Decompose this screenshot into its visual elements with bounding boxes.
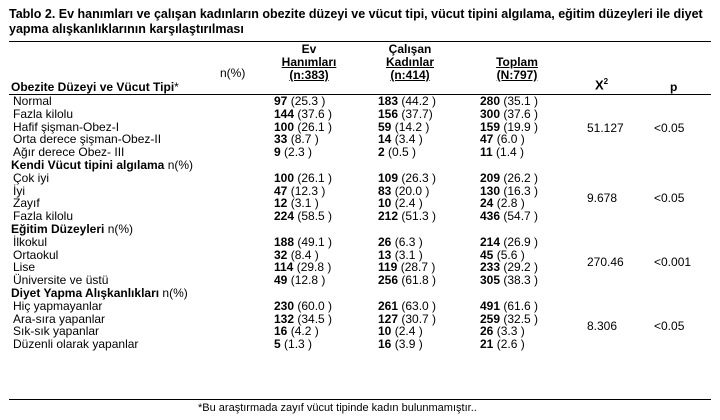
row-label: Hiç yapmayanlar bbox=[13, 298, 103, 313]
cell-percent: (3.4 ) bbox=[394, 132, 423, 147]
chi-square-header bbox=[595, 77, 608, 92]
cell-percent: (2.4 ) bbox=[394, 196, 423, 211]
table-caption: Tablo 2. Ev hanımları ve çalışan kadınların obezite düzeyi ve vücut tipi, vücut tipini algılama, eğitim düzeyleri ile diyet yapma alışkanlıklarının karşılaştırılması bbox=[9, 7, 703, 36]
stub-header-text: Obezite Düzeyi ve Vücut Tipi bbox=[11, 80, 175, 94]
cell-percent: (61.8 ) bbox=[401, 273, 437, 288]
cell-percent: (20.0 ) bbox=[394, 183, 430, 198]
chi-square-superscript: 2 bbox=[603, 77, 609, 86]
cell-count: 159 bbox=[480, 119, 501, 134]
table-row bbox=[0, 108, 720, 121]
cell-count: 26 bbox=[480, 324, 494, 339]
cell-percent: (16.3 ) bbox=[503, 183, 539, 198]
column-header-housewives-line1: Ev bbox=[301, 42, 317, 56]
cell-percent: (3.1 ) bbox=[394, 247, 423, 262]
section-title: Eğitim Düzeyleri bbox=[11, 221, 105, 236]
p-value-header: p bbox=[670, 80, 678, 94]
cell-count: 224 bbox=[274, 209, 295, 224]
cell-percent: (26.1 ) bbox=[297, 170, 333, 185]
cell-count: 14 bbox=[378, 132, 392, 147]
cell-percent: (29.2 ) bbox=[503, 260, 539, 275]
column-header-working-line2: Kadınlar bbox=[385, 55, 434, 69]
cell-count: 109 bbox=[378, 170, 399, 185]
row-label: Normal bbox=[13, 94, 52, 108]
cell-count: 209 bbox=[480, 170, 501, 185]
cell-count: 47 bbox=[274, 183, 288, 198]
cell-c1 bbox=[274, 146, 312, 159]
cell-count: 127 bbox=[378, 311, 399, 326]
table-row bbox=[0, 95, 720, 108]
cell-percent: (29.8 ) bbox=[296, 260, 332, 275]
cell-percent: (58.5 ) bbox=[297, 209, 333, 224]
cell-percent: (26.2 ) bbox=[503, 170, 539, 185]
cell-percent: (8.7 ) bbox=[290, 132, 319, 147]
cell-percent: (8.4 ) bbox=[290, 247, 319, 262]
cell-count: 233 bbox=[480, 260, 501, 275]
cell-percent: (54.7 ) bbox=[503, 209, 539, 224]
cell-percent: (1.3 ) bbox=[284, 337, 313, 352]
cell-percent: (37.7) bbox=[401, 106, 433, 121]
cell-count: 119 bbox=[378, 260, 398, 275]
table-row bbox=[0, 236, 720, 249]
cell-c3 bbox=[480, 274, 538, 287]
cell-percent: (12.3 ) bbox=[290, 183, 326, 198]
row-label: Orta derece şişman-Obez-II bbox=[13, 132, 162, 147]
table-row bbox=[0, 300, 720, 313]
cell-percent: (30.7 ) bbox=[401, 311, 437, 326]
cell-percent: (26.9 ) bbox=[503, 234, 539, 249]
chi-square-value: 8.306 bbox=[587, 319, 618, 333]
cell-count: 47 bbox=[480, 132, 494, 147]
cell-count: 100 bbox=[274, 170, 295, 185]
cell-count: 10 bbox=[378, 196, 392, 211]
row-label: İlkokul bbox=[13, 234, 48, 249]
cell-percent: (60.0 ) bbox=[297, 298, 333, 313]
cell-count: 144 bbox=[274, 106, 295, 121]
column-header-working-line1: Çalışan bbox=[388, 42, 432, 56]
cell-percent: (4.2 ) bbox=[290, 324, 319, 339]
cell-percent: (1.4 ) bbox=[496, 145, 525, 160]
cell-c2 bbox=[378, 210, 436, 223]
cell-c3 bbox=[480, 146, 524, 159]
cell-count: 32 bbox=[274, 247, 288, 262]
cell-count: 10 bbox=[378, 324, 392, 339]
cell-count: 230 bbox=[274, 298, 295, 313]
cell-percent: (2.6 ) bbox=[496, 337, 525, 352]
cell-count: 11 bbox=[480, 145, 493, 160]
cell-count: 26 bbox=[378, 234, 392, 249]
cell-percent: (19.9 ) bbox=[503, 119, 539, 134]
stub-header bbox=[11, 80, 179, 94]
cell-c1 bbox=[274, 210, 332, 223]
row-label: Fazla kilolu bbox=[13, 209, 74, 224]
row-label: Ara-sıra yapanlar bbox=[13, 311, 106, 326]
row-label: İyi bbox=[13, 183, 25, 198]
row-label: Düzenli olarak yapanlar bbox=[13, 337, 139, 352]
column-header-housewives bbox=[274, 43, 344, 82]
cell-percent: (26.1 ) bbox=[297, 119, 333, 134]
column-header-working-women bbox=[372, 43, 448, 82]
table-footnote: *Bu araştırmada zayıf vücut tipinde kadın bulunmamıştır.. bbox=[198, 402, 477, 414]
chi-square-value: 51.127 bbox=[587, 120, 624, 135]
chi-square-value: 9.678 bbox=[587, 191, 618, 205]
column-header-total bbox=[482, 56, 552, 82]
row-label: Çok iyi bbox=[13, 170, 50, 185]
cell-c3 bbox=[480, 338, 525, 351]
cell-count: 21 bbox=[480, 337, 494, 352]
cell-percent: (25.3 ) bbox=[290, 94, 326, 108]
row-label: Zayıf bbox=[13, 196, 40, 211]
cell-count: 114 bbox=[274, 260, 294, 275]
cell-count: 16 bbox=[274, 324, 288, 339]
row-label: Ağır derece Obez- III bbox=[13, 145, 125, 160]
cell-count: 2 bbox=[378, 145, 385, 160]
table-row bbox=[0, 338, 720, 351]
cell-count: 188 bbox=[274, 234, 295, 249]
cell-percent: (2.8 ) bbox=[496, 196, 525, 211]
p-value: <0.05 bbox=[654, 120, 685, 135]
cell-count: 9 bbox=[274, 145, 281, 160]
cell-percent: (61.6 ) bbox=[503, 298, 539, 313]
cell-percent: (35.1 ) bbox=[503, 94, 539, 108]
cell-c2 bbox=[378, 338, 423, 351]
column-header-housewives-line2: Hanımları bbox=[281, 55, 337, 69]
table-row bbox=[0, 172, 720, 185]
row-label: Üniversite ve üstü bbox=[13, 273, 109, 288]
cell-count: 12 bbox=[274, 196, 288, 211]
cell-percent: (6.0 ) bbox=[496, 132, 525, 147]
column-header-working-n: (n:414) bbox=[390, 68, 430, 82]
cell-count: 212 bbox=[378, 209, 399, 224]
cell-count: 100 bbox=[274, 119, 295, 134]
cell-percent: (38.3 ) bbox=[503, 273, 539, 288]
cell-count: 214 bbox=[480, 234, 501, 249]
cell-count: 59 bbox=[378, 119, 392, 134]
cell-percent: (2.3 ) bbox=[284, 145, 313, 160]
cell-percent: (14.2 ) bbox=[394, 119, 430, 134]
bottom-rule bbox=[9, 399, 711, 400]
cell-percent: (32.5 ) bbox=[503, 311, 539, 326]
cell-percent: (63.0 ) bbox=[401, 298, 437, 313]
cell-percent: (0.5 ) bbox=[388, 145, 417, 160]
cell-count: 183 bbox=[378, 94, 399, 108]
cell-c1 bbox=[274, 338, 312, 351]
stub-header-mark: * bbox=[174, 80, 179, 94]
row-label: Sık-sık yapanlar bbox=[13, 324, 100, 339]
cell-percent: (3.1 ) bbox=[290, 196, 319, 211]
cell-percent: (3.3 ) bbox=[496, 324, 525, 339]
cell-percent: (12.8 ) bbox=[290, 273, 326, 288]
section-label bbox=[11, 287, 188, 300]
column-header-total-n: (N:797) bbox=[496, 68, 538, 82]
cell-count: 130 bbox=[480, 183, 501, 198]
cell-percent: (28.7 ) bbox=[400, 260, 436, 275]
cell-count: 97 bbox=[274, 94, 288, 108]
cell-percent: (5.6 ) bbox=[496, 247, 525, 262]
cell-count: 436 bbox=[480, 209, 501, 224]
cell-count: 280 bbox=[480, 94, 501, 108]
cell-count: 259 bbox=[480, 311, 501, 326]
section-label bbox=[11, 223, 133, 236]
cell-percent: (51.3 ) bbox=[401, 209, 437, 224]
cell-count: 16 bbox=[378, 337, 392, 352]
section-unit: n(%) bbox=[167, 157, 194, 172]
row-label: Ortaokul bbox=[13, 247, 59, 262]
cell-count: 300 bbox=[480, 106, 501, 121]
cell-count: 24 bbox=[480, 196, 494, 211]
cell-percent: (37.6 ) bbox=[503, 106, 539, 121]
cell-percent: (34.5 ) bbox=[297, 311, 333, 326]
section-unit: n(%) bbox=[162, 285, 188, 300]
p-value: <0.001 bbox=[654, 255, 692, 269]
row-label: Lise bbox=[13, 260, 36, 275]
cell-count: 256 bbox=[378, 273, 399, 288]
cell-percent: (44.2 ) bbox=[401, 94, 437, 108]
column-header-housewives-n: (n:383) bbox=[289, 68, 329, 82]
cell-count: 132 bbox=[274, 311, 295, 326]
section-header-row bbox=[0, 159, 720, 172]
cell-percent: (3.9 ) bbox=[394, 337, 423, 352]
chi-square-value: 270.46 bbox=[587, 255, 624, 269]
row-label: Fazla kilolu bbox=[13, 106, 74, 121]
section-unit: n(%) bbox=[107, 221, 134, 236]
cell-c2 bbox=[378, 274, 436, 287]
cell-c2 bbox=[378, 146, 416, 159]
header-n-percent: n(%) bbox=[220, 66, 246, 80]
p-value: <0.05 bbox=[654, 319, 685, 333]
p-value: <0.05 bbox=[654, 191, 685, 205]
column-header-total-line1: Toplam bbox=[496, 55, 538, 69]
cell-percent: (49.1 ) bbox=[297, 234, 333, 249]
cell-count: 261 bbox=[378, 298, 399, 313]
cell-c3 bbox=[480, 210, 538, 223]
cell-count: 83 bbox=[378, 183, 392, 198]
cell-count: 5 bbox=[274, 337, 281, 352]
row-label: Hafif şişman-Obez-I bbox=[13, 119, 120, 134]
section-title: Kendi Vücut tipini algılama bbox=[11, 157, 165, 172]
section-label bbox=[11, 159, 193, 172]
cell-count: 156 bbox=[378, 106, 399, 121]
cell-count: 305 bbox=[480, 273, 501, 288]
section-header-row bbox=[0, 287, 720, 300]
cell-count: 45 bbox=[480, 247, 494, 262]
top-rule bbox=[9, 41, 711, 42]
section-header-row bbox=[0, 223, 720, 236]
chi-square-symbol: X bbox=[595, 77, 604, 93]
cell-percent: (26.3 ) bbox=[401, 170, 437, 185]
cell-count: 491 bbox=[480, 298, 501, 313]
cell-percent: (6.3 ) bbox=[394, 234, 423, 249]
cell-count: 33 bbox=[274, 132, 288, 147]
cell-c1 bbox=[274, 274, 325, 287]
section-title: Diyet Yapma Alışkanlıkları bbox=[11, 285, 160, 300]
cell-percent: (2.4 ) bbox=[394, 324, 423, 339]
cell-count: 49 bbox=[274, 273, 288, 288]
cell-percent: (37.6 ) bbox=[297, 106, 333, 121]
cell-count: 13 bbox=[378, 247, 392, 262]
